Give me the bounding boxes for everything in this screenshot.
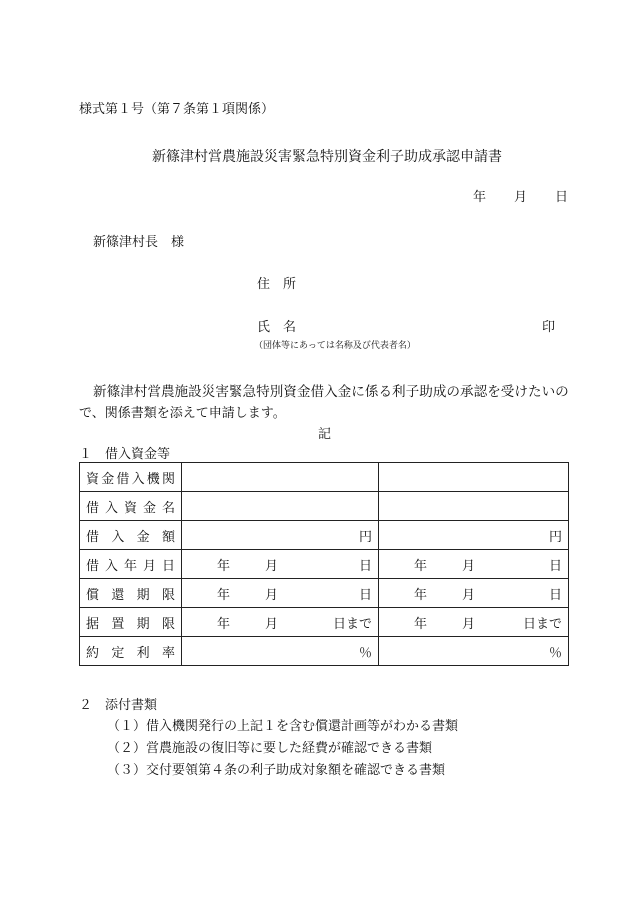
section-2-heading: ２ 添付書類 [79,698,158,713]
year-unit: 年 [216,616,230,632]
table-cell[interactable] [379,492,569,521]
document-title: 新篠津村営農施設災害緊急特別資金利子助成承認申請書 [152,149,502,165]
date-year: 年 [473,190,487,205]
year-unit: 年 [413,616,427,632]
yen-unit: 円 [548,529,562,545]
row-label: 借 入 年 月 日 [86,558,175,574]
date-cell[interactable] [182,579,379,608]
section-1-heading: １ 借入資金等 [79,447,171,462]
year-unit: 年 [413,558,427,574]
seal-mark: 印 [542,320,556,335]
table-row [80,521,569,550]
body-line-1: 新篠津村営農施設災害緊急特別資金借入金に係る利子助成の承認を受けたいの [93,384,569,400]
month-unit: 月 [461,616,475,632]
form-label: 様式第１号（第７条第１項関係） [79,102,275,117]
rate-cell[interactable] [182,637,379,666]
table-row [80,550,569,579]
table-cell[interactable] [182,463,379,492]
row-label: 据 置 期 限 [86,616,175,632]
attachment-item: （２）営農施設の復旧等に要した経費が確認できる書類 [107,741,433,756]
table-row [80,637,569,666]
rate-cell[interactable] [379,637,569,666]
ki-heading: 記 [318,427,332,442]
row-label: 借 入 金 額 [86,529,175,545]
date-cell[interactable] [182,550,379,579]
day-unit: 日 [548,558,562,574]
date-month: 月 [514,190,528,205]
percent-unit: ％ [548,645,562,661]
amount-cell[interactable] [182,521,379,550]
loan-details-table [79,462,569,666]
month-unit: 月 [461,558,475,574]
month-unit: 月 [264,558,278,574]
body-line-2: で、関係書類を添えて申請します。 [79,406,286,421]
attachment-item: （３）交付要領第４条の利子助成対象額を確認できる書類 [107,763,446,778]
date-day: 日 [555,190,569,205]
date-cell[interactable] [379,550,569,579]
applicant-note: （団体等にあっては名称及び代表者名） [254,341,416,351]
table-cell[interactable] [182,492,379,521]
table-cell[interactable] [379,463,569,492]
yen-unit: 円 [358,529,372,545]
day-unit: 日まで [522,616,562,632]
row-label: 借 入 資 金 名 [86,500,175,516]
addressee: 新篠津村長 様 [93,235,185,250]
table-row [80,463,569,492]
year-unit: 年 [216,587,230,603]
day-unit: 日まで [332,616,372,632]
day-unit: 日 [358,558,372,574]
year-unit: 年 [413,587,427,603]
percent-unit: ％ [358,645,372,661]
row-label: 資 金 借 入 機 関 [86,471,175,487]
name-label: 氏 名 [257,320,297,335]
table-row [80,579,569,608]
month-unit: 月 [264,587,278,603]
address-label: 住 所 [257,277,297,292]
row-label: 償 還 期 限 [86,587,175,603]
date-cell[interactable] [182,608,379,637]
table-row [80,492,569,521]
table-row [80,608,569,637]
date-cell[interactable] [379,579,569,608]
attachment-item: （１）借入機関発行の上記１を含む償還計画等がわかる書類 [107,719,459,734]
row-label: 約 定 利 率 [86,645,175,661]
day-unit: 日 [548,587,562,603]
month-unit: 月 [264,616,278,632]
month-unit: 月 [461,587,475,603]
amount-cell[interactable] [379,521,569,550]
date-cell[interactable] [379,608,569,637]
year-unit: 年 [216,558,230,574]
day-unit: 日 [358,587,372,603]
